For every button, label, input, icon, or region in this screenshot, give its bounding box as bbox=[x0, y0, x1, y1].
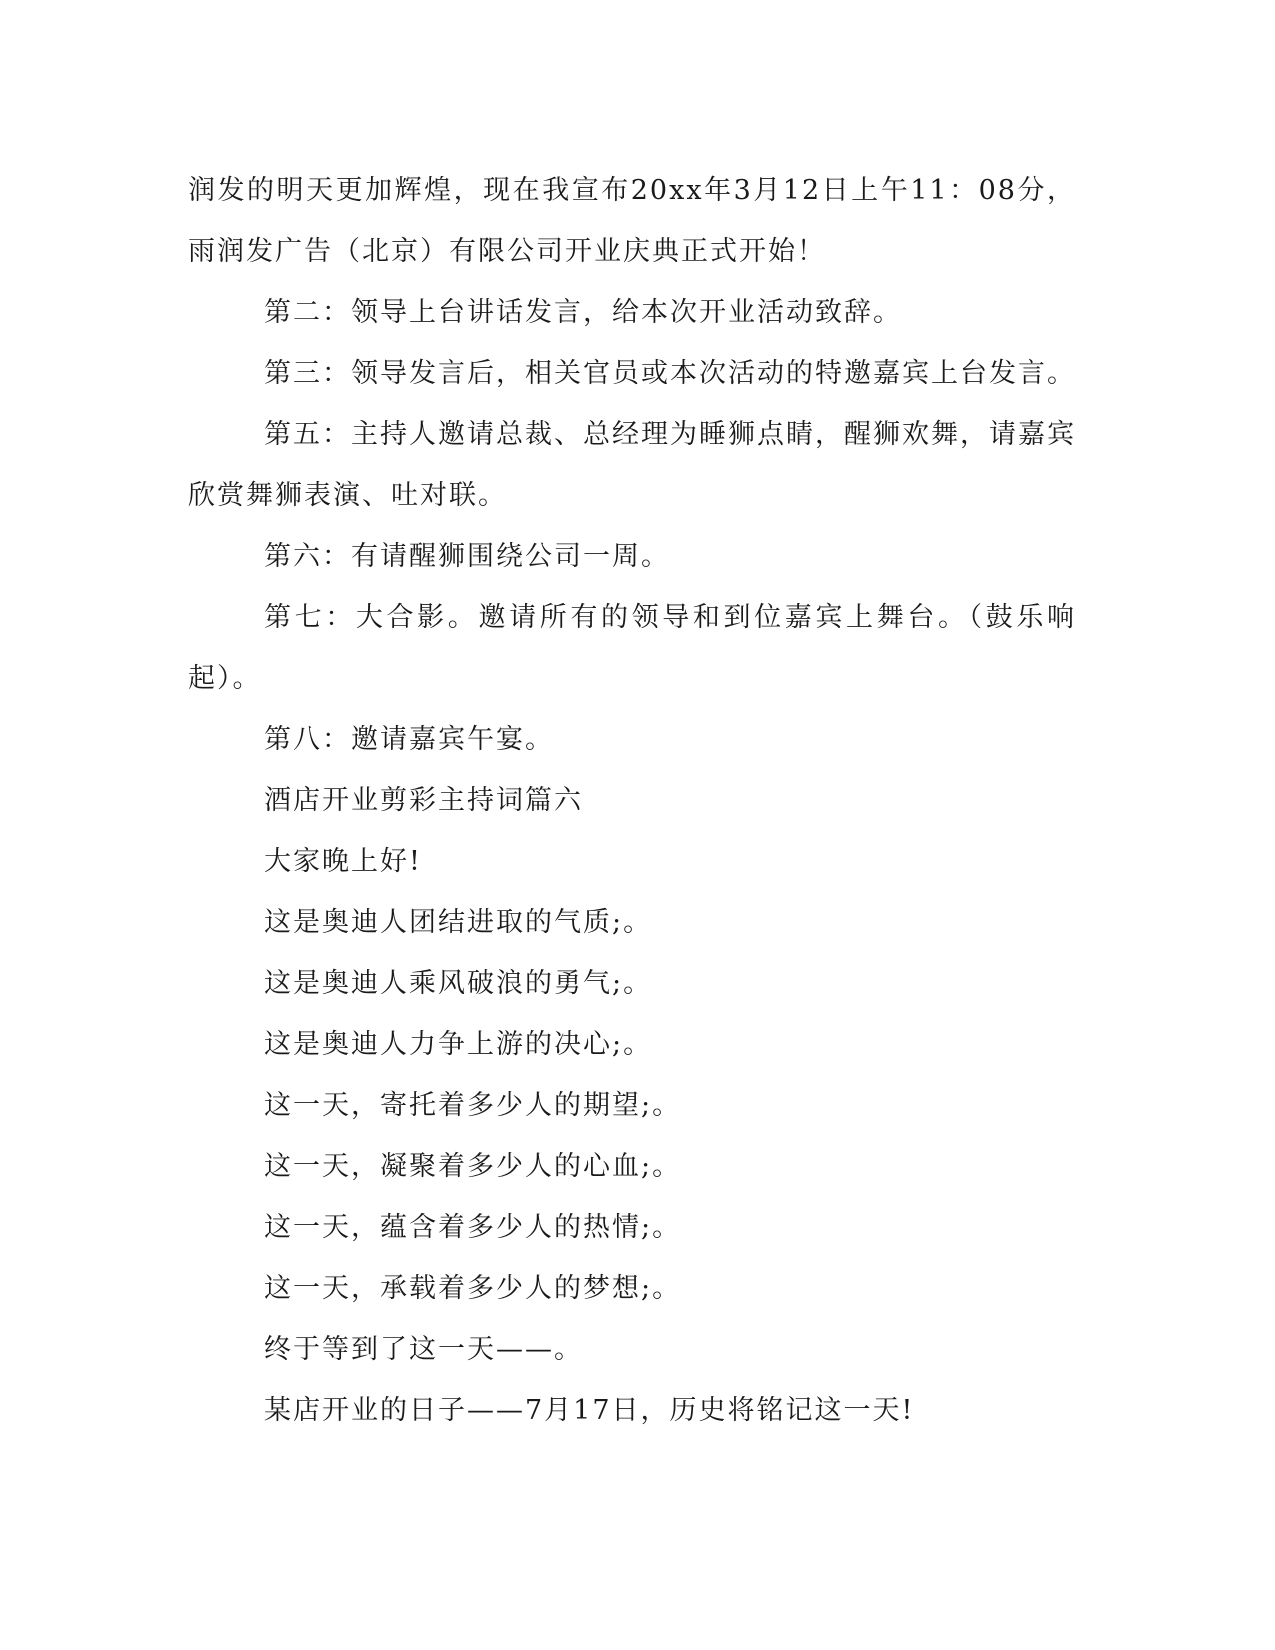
paragraph-line: 这一天，寄托着多少人的期望;。 bbox=[264, 1090, 682, 1121]
paragraph-step-two: 第二：领导上台讲话发言，给本次开业活动致辞。 bbox=[264, 297, 902, 328]
section-heading: 酒店开业剪彩主持词篇六 bbox=[264, 785, 583, 816]
paragraph-greeting: 大家晚上好! bbox=[264, 846, 422, 877]
paragraph-line: 这一天，承载着多少人的梦想;。 bbox=[264, 1273, 682, 1304]
paragraph-line: 这是奥迪人力争上游的决心;。 bbox=[264, 1029, 653, 1060]
paragraph-line: 这一天，凝聚着多少人的心血;。 bbox=[264, 1151, 682, 1182]
paragraph-step-eight: 第八：邀请嘉宾午宴。 bbox=[264, 724, 554, 755]
paragraph-step-three: 第三：领导发言后，相关官员或本次活动的特邀嘉宾上台发言。 bbox=[264, 358, 1076, 389]
paragraph-step-seven: 第七：大合影。邀请所有的领导和到位嘉宾上舞台。（鼓乐响起）。 bbox=[188, 602, 1076, 694]
document-body bbox=[188, 160, 1076, 1441]
paragraph-line: 这是奥迪人团结进取的气质;。 bbox=[264, 907, 653, 938]
paragraph-step-five: 第五：主持人邀请总裁、总经理为睡狮点睛，醒狮欢舞，请嘉宾欣赏舞狮表演、吐对联。 bbox=[188, 419, 1076, 511]
paragraph-line: 某店开业的日子——7月17日，历史将铭记这一天! bbox=[264, 1395, 915, 1426]
paragraph-continuation: 润发的明天更加辉煌，现在我宣布20xx年3月12日上午11：08分，雨润发广告（北京）有限公司开业庆典正式开始！ bbox=[188, 175, 1076, 267]
paragraph-step-six: 第六：有请醒狮围绕公司一周。 bbox=[264, 541, 670, 572]
paragraph-line: 终于等到了这一天——。 bbox=[264, 1334, 583, 1365]
paragraph-line: 这是奥迪人乘风破浪的勇气;。 bbox=[264, 968, 653, 999]
paragraph-line: 这一天，蕴含着多少人的热情;。 bbox=[264, 1212, 682, 1243]
